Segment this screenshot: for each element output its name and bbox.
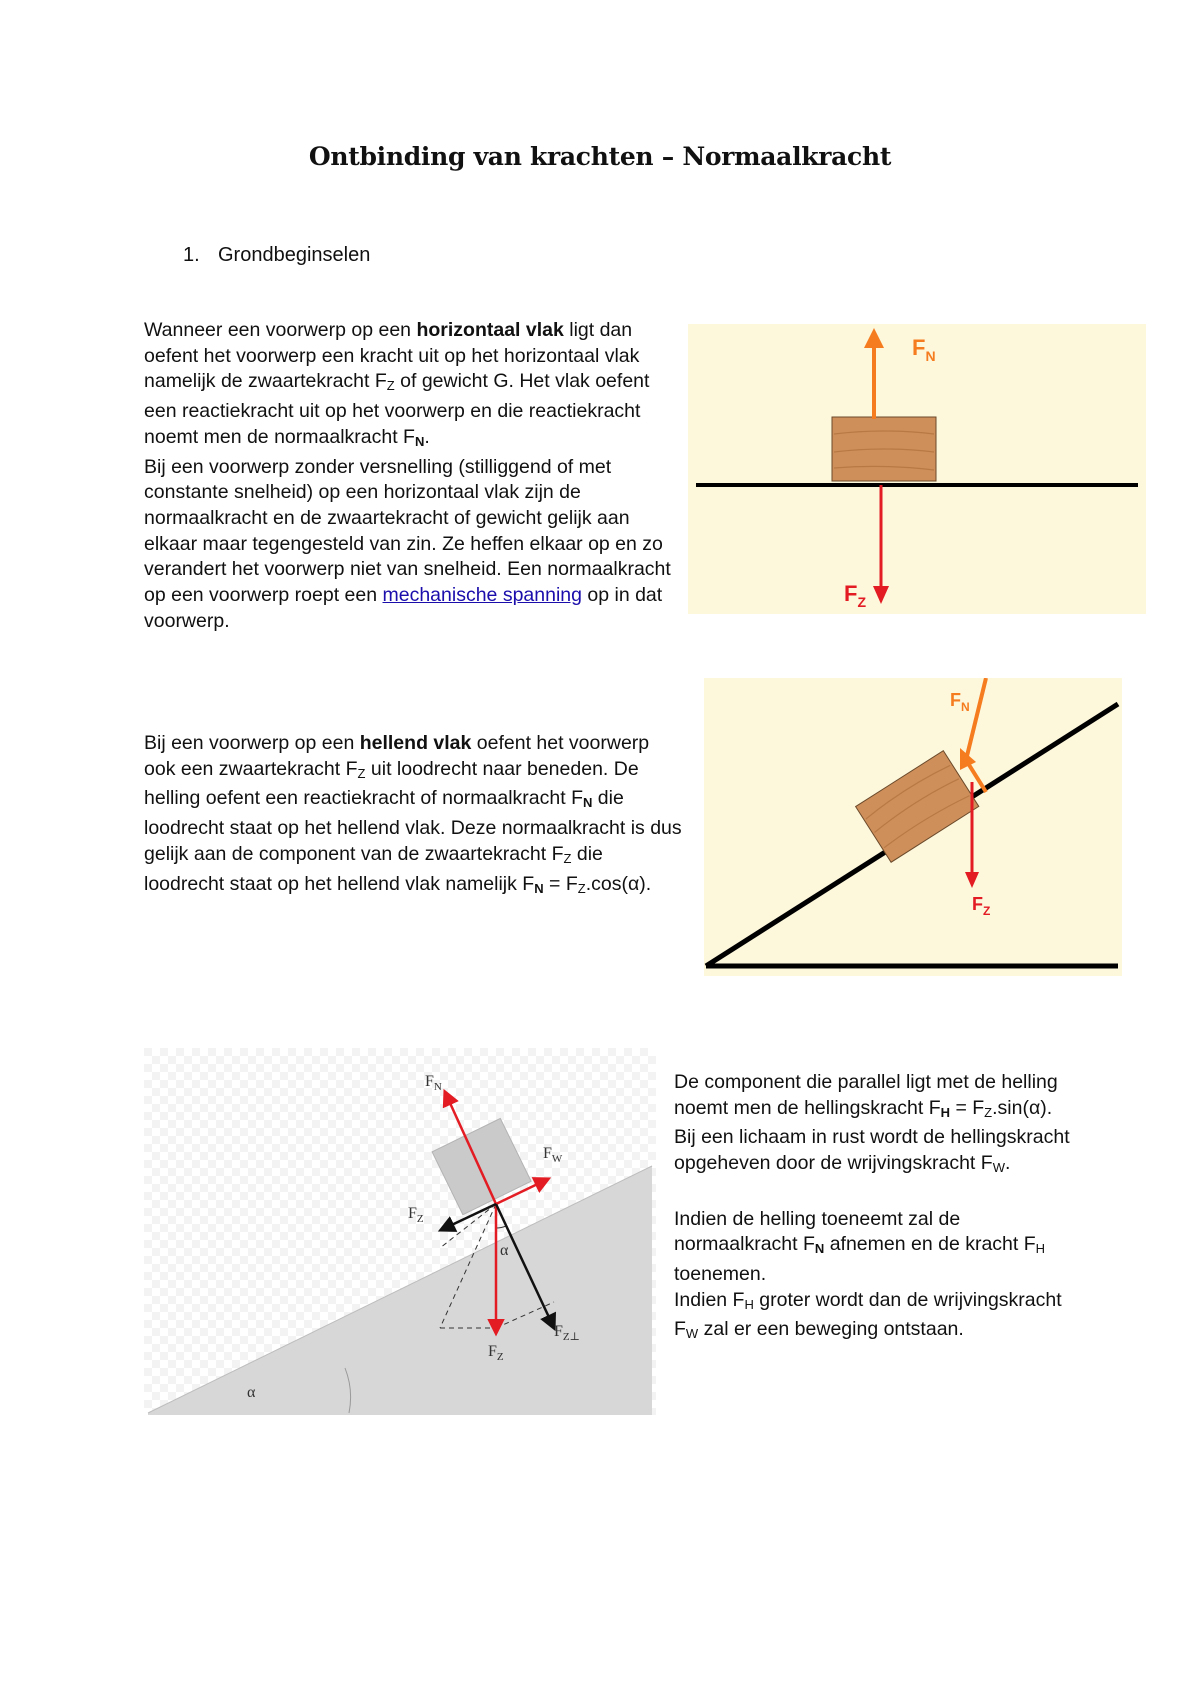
bold-term: hellend vlak (359, 732, 472, 754)
text: Bij een voorwerp zonder versnelling (stilliggend of met constante snelheid) op een horizontaal vlak zijn de normaalkracht en de zwaartekracht of gewicht gelijk aan elkaar maar tegengesteld van zin. Ze heffen elkaar op en zo verandert het voorwerp niet van snelheid. Een normaalkracht op een voorwerp roept een (144, 455, 671, 607)
text: oefent het voorwerp ook een zwaartekracht F (144, 732, 650, 780)
paragraph-slope-force-spacer (674, 1181, 1074, 1207)
text: zal er een beweging ontstaan. (698, 1318, 964, 1341)
paragraph-horizontal-plane-part1 (144, 318, 674, 455)
label-fz: $F_Z$ (972, 894, 991, 918)
figure-force-decomposition (144, 1048, 656, 1415)
label-alpha-block: α (500, 1242, 509, 1259)
label-fn: $F_N$ (425, 1073, 442, 1093)
label-fz: $F_Z$ (488, 1343, 504, 1363)
subscript: W (685, 1326, 699, 1342)
text: die loodrecht staat op het hellend vlak namelijk F (144, 842, 603, 895)
subscript: N (534, 880, 544, 896)
paragraph-horizontal-plane-part2 (144, 455, 674, 635)
mechanische-spanning-link[interactable]: mechanische spanning (382, 584, 582, 607)
figure-horizontal-plane (688, 324, 1146, 614)
text: .sin(α). (992, 1096, 1053, 1119)
subscript: H (1035, 1241, 1046, 1257)
text: afnemen en de kracht F (824, 1233, 1036, 1256)
subscript: Z (386, 378, 395, 394)
figure-inclined-plane (704, 678, 1122, 976)
text: = F (950, 1096, 985, 1119)
text: . (1004, 1152, 1011, 1175)
subscript: N (414, 433, 425, 449)
text: Bij een lichaam in rust wordt de hellingskracht opgeheven door de wrijvingskracht F (674, 1126, 1070, 1175)
subscript: W (992, 1160, 1005, 1176)
text: of gewicht G. Het vlak oefent een reactiekracht uit op het voorwerp en die reactiekracht noemt men de normaalkracht F (144, 370, 650, 448)
label-fz: $F_Z$ (844, 581, 867, 610)
paragraph-slope-force-part2 (674, 1125, 1074, 1180)
paragraph-slope-force-part3 (674, 1207, 1074, 1288)
text: toenemen. (674, 1262, 767, 1285)
paragraph-inclined-plane-text (144, 731, 684, 901)
text: Indien F (674, 1288, 745, 1311)
paragraph-slope-force-part1 (674, 1070, 1074, 1125)
text: .cos(α). (585, 872, 652, 895)
paragraph-slope-force (674, 1070, 1074, 1347)
text: = F (543, 872, 578, 895)
label-alpha-base: α (247, 1384, 256, 1401)
text: die loodrecht staat op het hellend vlak. Deze normaalkracht is dus gelijk aan de component van de zwaartekracht F (144, 787, 682, 865)
text: De component die parallel ligt met de helling noemt men de hellingskracht F (674, 1071, 1058, 1119)
bold-term: horizontaal vlak (416, 319, 564, 341)
text: Bij een voorwerp op een (144, 732, 360, 754)
subscript: Z (577, 880, 586, 896)
paragraph-horizontal-plane (144, 318, 674, 634)
text: uit loodrecht naar beneden. De helling oefent een reactiekracht of normaalkracht F (144, 757, 639, 810)
figure-inclined-plane-svg (704, 678, 1122, 976)
subscript: N (583, 795, 593, 811)
subscript: Z (357, 765, 366, 781)
text: ligt dan oefent het voorwerp een kracht uit op het horizontaal vlak namelijk de zwaartekracht F (144, 319, 640, 393)
text: Indien de helling toeneemt zal de normaalkracht F (674, 1207, 961, 1256)
paragraph-inclined-plane (144, 731, 684, 901)
subscript: N (814, 1241, 825, 1257)
paragraph-slope-force-part4 (674, 1288, 1074, 1347)
section-number: 1. (183, 244, 200, 266)
label-fn: $F_N$ (912, 335, 936, 364)
figure-horizontal-plane-svg (688, 324, 1146, 614)
figure-force-decomposition-svg (144, 1048, 656, 1415)
subscript: Z (984, 1104, 993, 1120)
text: op in dat voorwerp. (144, 584, 663, 632)
subscript: H (940, 1104, 951, 1120)
text: Wanneer een voorwerp op een (144, 319, 417, 341)
page-title: Ontbinding van krachten – Normaalkracht (308, 142, 892, 171)
label-fn: $F_N$ (950, 690, 970, 714)
label-fz-parallel: $F_Z$ (408, 1205, 424, 1225)
subscript: Z (563, 850, 572, 866)
section-label: Grondbeginselen (218, 244, 371, 266)
text: . (424, 425, 430, 448)
label-fz-perpendicular: $F_{Z\perp}$ (554, 1323, 580, 1343)
label-fw: $F_W$ (543, 1145, 563, 1165)
text: groter wordt dan de wrijvingskracht F (674, 1288, 1062, 1341)
subscript: H (744, 1296, 754, 1312)
